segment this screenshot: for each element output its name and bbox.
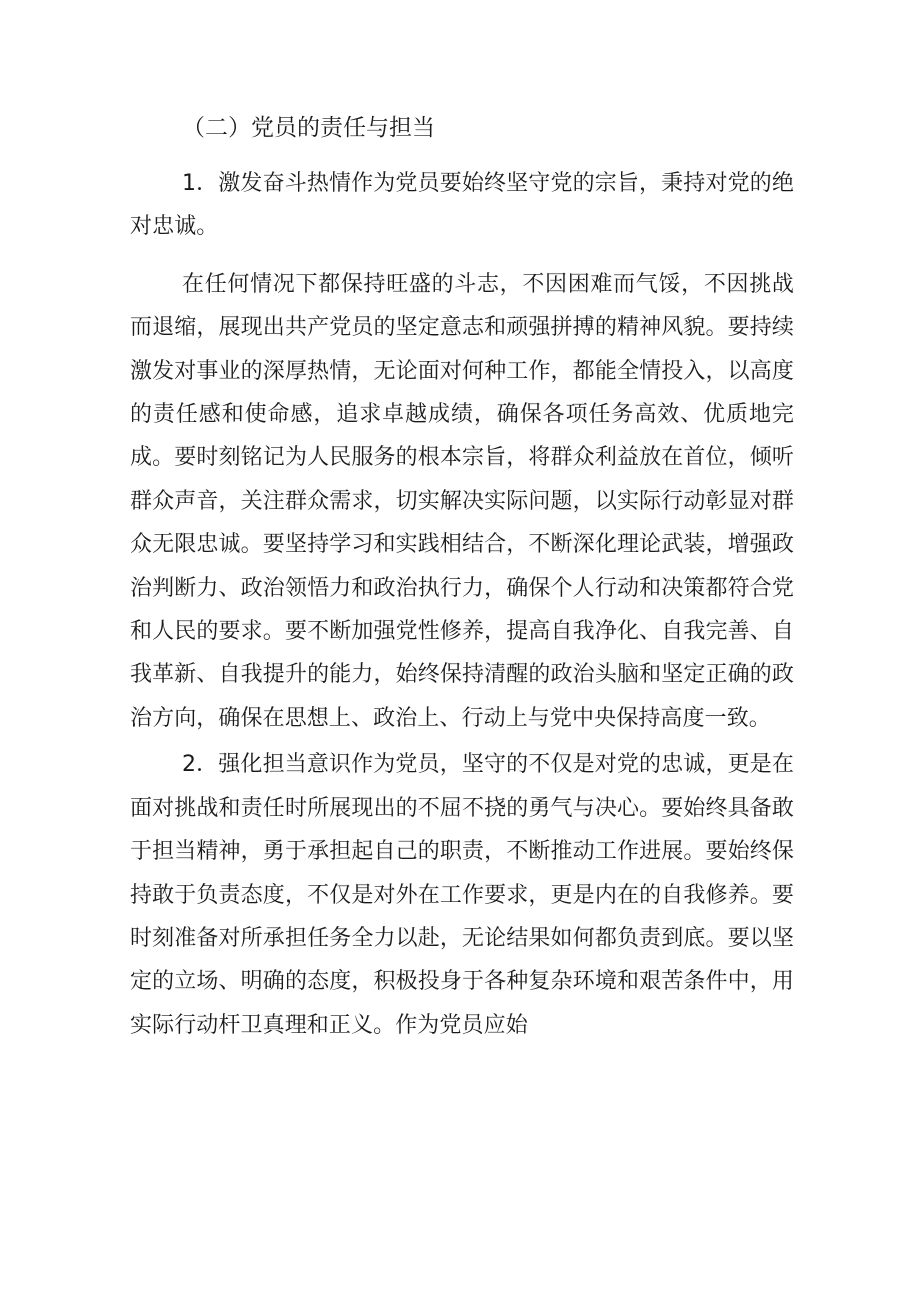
paragraph-1: 1．激发奋斗热情作为党员要始终坚守党的宗旨，秉持对党的绝对忠诚。: [130, 171, 794, 240]
paragraph-2: 在任何情况下都保持旺盛的斗志，不因困难而气馁，不因挑战而退缩，展现出共产党员的坚定意志和顽强拼搏的精神风貌。要持续激发对事业的深厚热情，无论面对何种工作，都能全情投入，以高度的责任感和使命感，追求卓越成绩，确保各项任务高效、优质地完成。要时刻铭记为人民服务的根本宗旨，将群众利益放在首位，倾听群众声音，关注群众需求，切实解决实际问题，以实际行动彰显对群众无限忠诚。要坚持学习和实践相结合，不断深化理论武装，增强政治判断力、政治领悟力和政治执行力，确保个人行动和决策都符合党和人民的要求。要不断加强党性修养，提高自我净化、自我完善、自我革新、自我提升的能力，始终保持清醒的政治头脑和坚定正确的政治方向，确保在思想上、政治上、行动上与党中央保持高度一致。: [130, 271, 794, 731]
paragraph-3: 2．强化担当意识作为党员，坚守的不仅是对党的忠诚，更是在面对挑战和责任时所展现出的不屈不挠的勇气与决心。要始终具备敢于担当精神，勇于承担起自己的职责，不断推动工作进展。要始终保持敢于负责态度，不仅是对外在工作要求，更是内在的自我修养。要时刻准备对所承担任务全力以赴，无论结果如何都负责到底。要以坚定的立场、明确的态度，积极投身于各种复杂环境和艰苦条件中，用实际行动杆卫真理和正义。作为党员应始: [130, 752, 794, 1038]
section-heading: （二）党员的责任与担当: [182, 115, 435, 141]
document-body: [130, 108, 794, 1050]
